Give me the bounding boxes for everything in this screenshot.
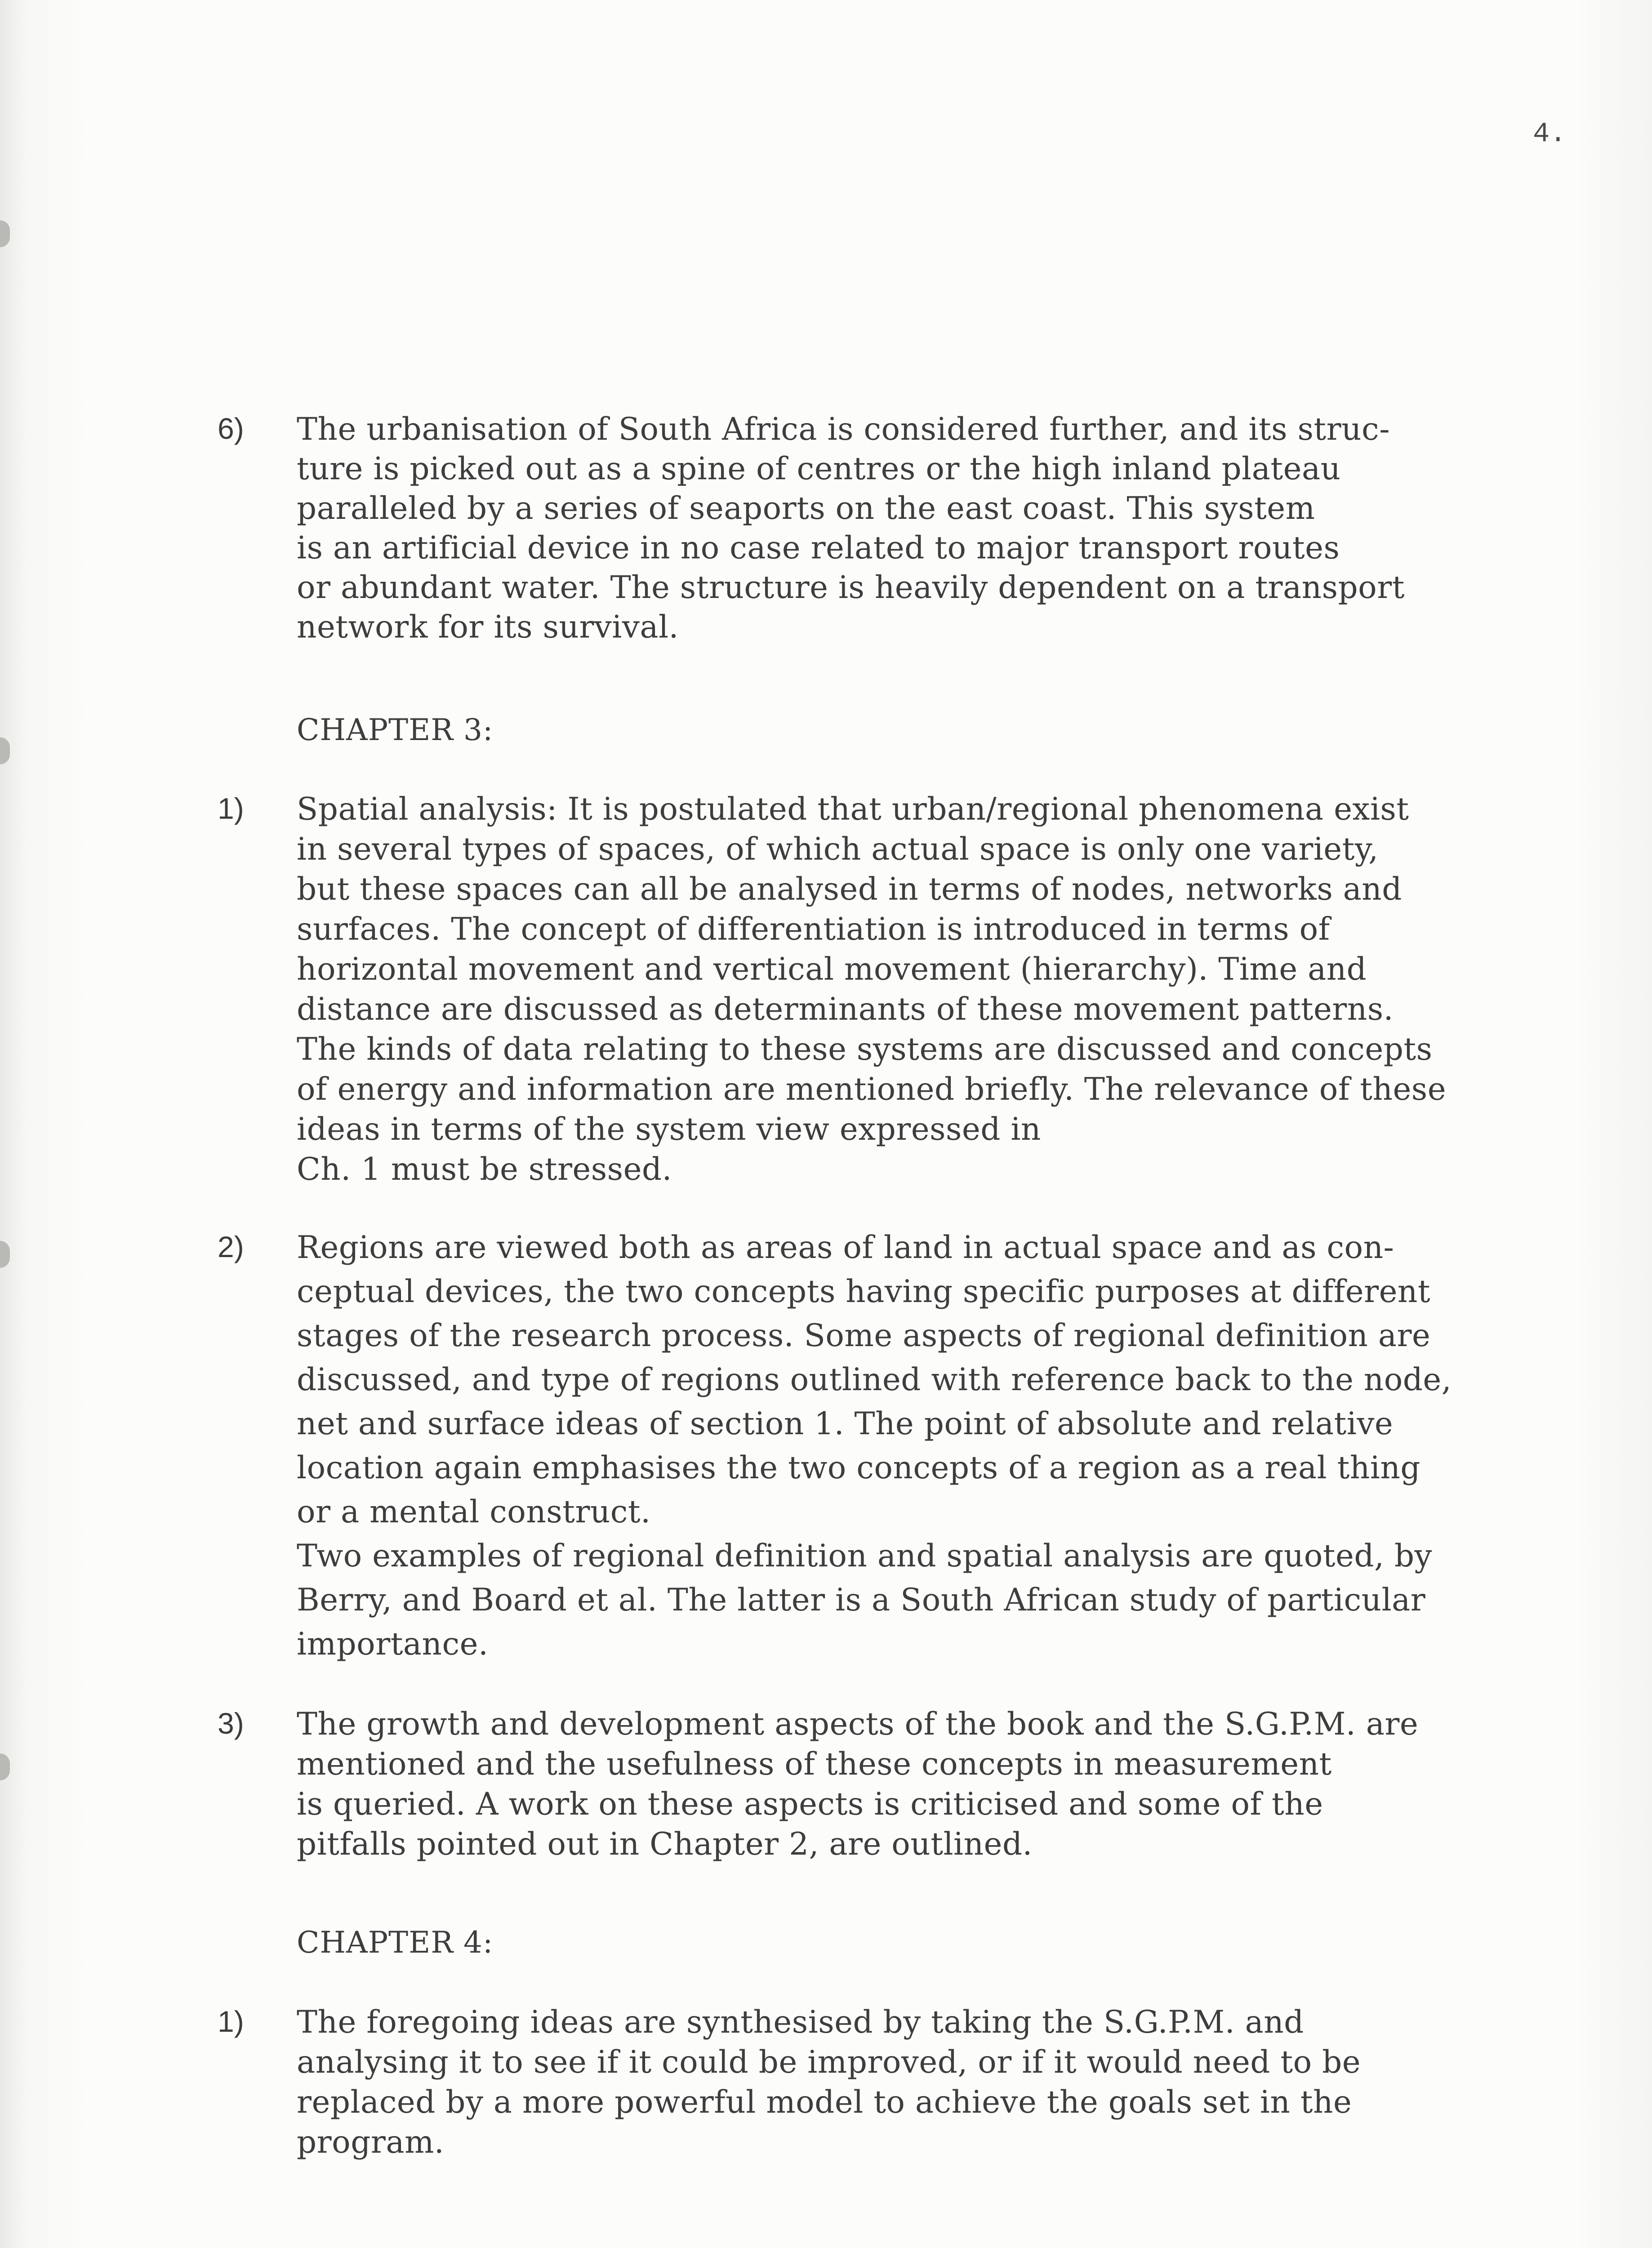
item-line: is queried. A work on these aspects is criticised and some of the xyxy=(297,1786,1323,1822)
item-line: horizontal movement and vertical movement (hierarchy). Time and xyxy=(297,951,1367,987)
item-line: location again emphasises the two concepts of a region as a real thing xyxy=(297,1450,1420,1486)
item-line: The urbanisation of South Africa is considered further, and its struc- xyxy=(297,411,1390,447)
item-marker: 1) xyxy=(218,792,244,825)
item-marker: 6) xyxy=(218,412,244,445)
item-marker: 3) xyxy=(218,1707,244,1740)
item-line: pitfalls pointed out in Chapter 2, are outlined. xyxy=(297,1826,1033,1862)
item-line: surfaces. The concept of differentiation is introduced in terms of xyxy=(297,911,1330,947)
item-line: The kinds of data relating to these systems are discussed and concepts xyxy=(297,1031,1433,1067)
item-line: but these spaces can all be analysed in terms of nodes, networks and xyxy=(297,871,1402,907)
binding-hole-mark xyxy=(0,737,10,764)
item-line: Spatial analysis: It is postulated that urban/regional phenomena exist xyxy=(297,791,1409,827)
item-line: net and surface ideas of section 1. The point of absolute and relative xyxy=(297,1406,1394,1442)
item-marker: 2) xyxy=(218,1230,244,1263)
item-line: Berry, and Board et al. The latter is a South African study of particular xyxy=(297,1582,1426,1618)
item-line: The growth and development aspects of the book and the S.G.P.M. are xyxy=(297,1706,1419,1742)
item-line: Regions are viewed both as areas of land in actual space and as con- xyxy=(297,1230,1394,1266)
item-line: discussed, and type of regions outlined with reference back to the node, xyxy=(297,1362,1452,1398)
page-number: 4. xyxy=(1533,118,1567,150)
item-line: of energy and information are mentioned briefly. The relevance of these xyxy=(297,1071,1447,1107)
binding-hole-mark xyxy=(0,1753,10,1780)
item-line: network for its survival. xyxy=(297,609,679,645)
item-line: ceptual devices, the two concepts having specific purposes at different xyxy=(297,1274,1431,1310)
binding-hole-mark xyxy=(0,220,10,247)
item-line: importance. xyxy=(297,1626,489,1662)
item-line: Two examples of regional definition and spatial analysis are quoted, by xyxy=(297,1538,1433,1574)
chapter-heading: CHAPTER 3: xyxy=(297,713,494,747)
item-line: analysing it to see if it could be improved, or if it would need to be xyxy=(297,2044,1361,2080)
item-line: The foregoing ideas are synthesised by taking the S.G.P.M. and xyxy=(297,2004,1304,2040)
item-line: or a mental construct. xyxy=(297,1494,651,1530)
item-line: ture is picked out as a spine of centres or the high inland plateau xyxy=(297,451,1341,487)
item-line: replaced by a more powerful model to achieve the goals set in the xyxy=(297,2084,1352,2120)
binding-hole-mark xyxy=(0,1241,10,1268)
item-line: is an artificial device in no case related to major transport routes xyxy=(297,530,1340,566)
item-marker: 1) xyxy=(218,2005,244,2038)
item-line: paralleled by a series of seaports on the east coast. This system xyxy=(297,491,1315,526)
item-line: program. xyxy=(297,2124,445,2160)
chapter-heading: CHAPTER 4: xyxy=(297,1925,494,1960)
item-line: in several types of spaces, of which actual space is only one variety, xyxy=(297,831,1379,867)
item-line: mentioned and the usefulness of these concepts in measurement xyxy=(297,1746,1332,1782)
item-line: Ch. 1 must be stressed. xyxy=(297,1151,672,1187)
item-line: ideas in terms of the system view expressed in xyxy=(297,1111,1041,1147)
item-line: distance are discussed as determinants of these movement patterns. xyxy=(297,991,1394,1027)
item-line: or abundant water. The structure is heavily dependent on a transport xyxy=(297,570,1405,606)
item-line: stages of the research process. Some aspects of regional definition are xyxy=(297,1318,1431,1354)
